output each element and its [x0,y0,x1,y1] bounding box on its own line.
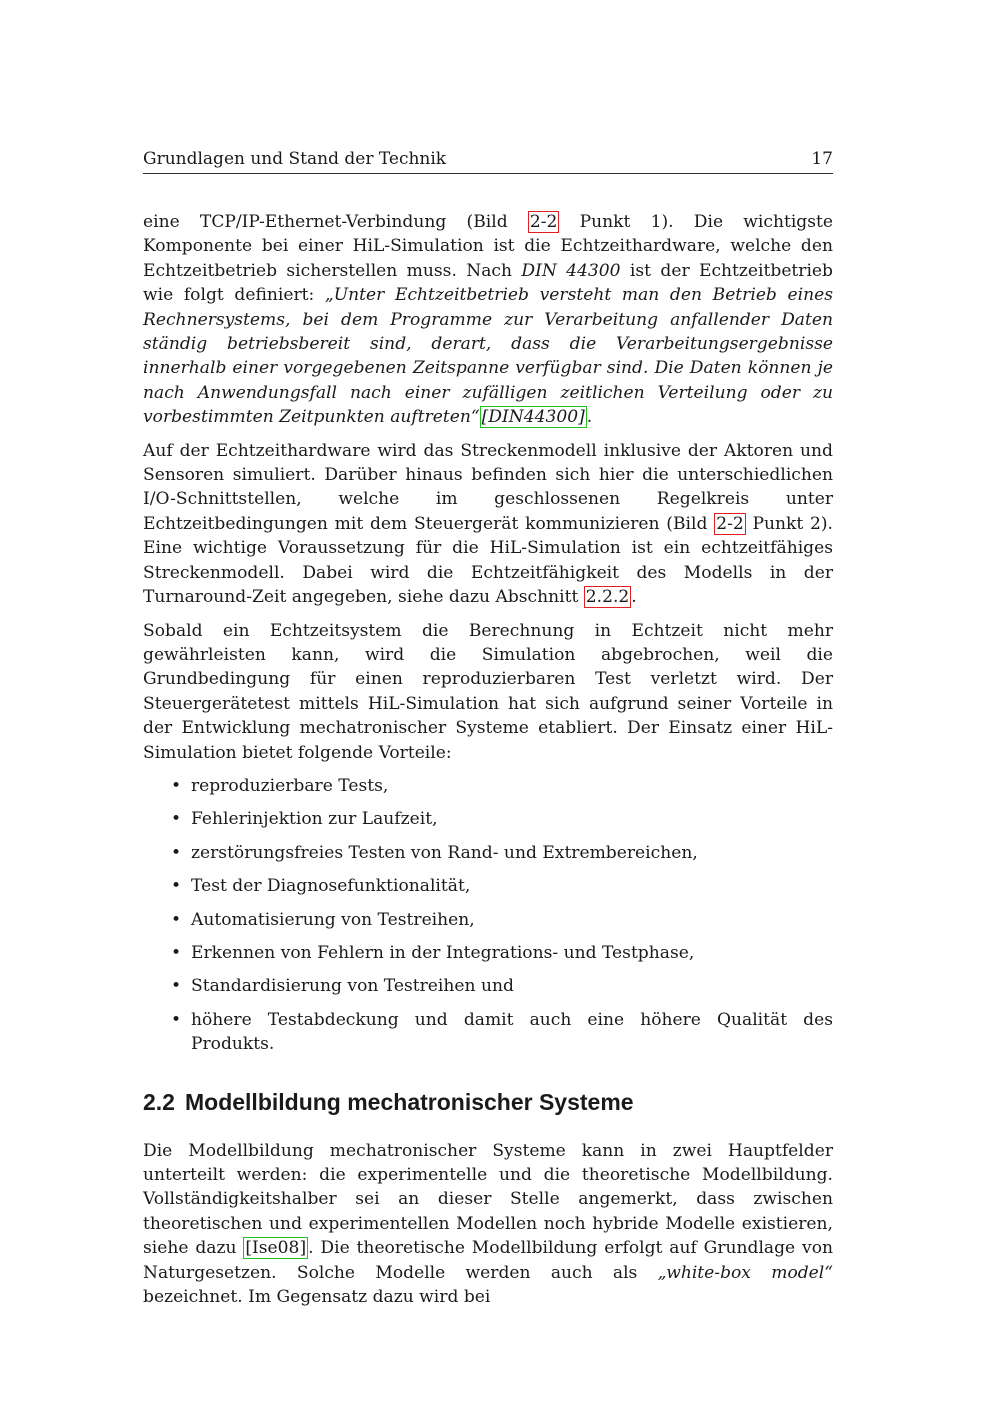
list-item-text: Standardisierung von Testreihen und [191,976,514,997]
paragraph-1-text-a: eine TCP/IP-Ethernet-Verbindung (Bild [143,212,528,232]
list-item [165,941,833,965]
citation-bracket-close: ] [578,407,585,428]
paragraph-4-text-b: . Die theoretische Modellbildung erfolgt auf Grundlage von Naturgesetzen. Solche Modelle werden auch als [143,1238,833,1283]
paragraph-3: Sobald ein Echtzeitsystem die Berechnung in Echtzeit nicht mehr gewährleisten kann, wird die Simulation abgebrochen, weil die Grundbedingung für einen reproduzierbaren Test verletzt wird. Der Steuergerätetest mittels HiL-Simulation hat sich aufgrund seiner Vorteile in der Entwicklung mechatronischer Systeme etabliert. Der Einsatz einer HiL-Simulation bietet folgende Vorteile: [143,620,833,763]
document-page [143,148,833,1318]
list-item [165,807,833,831]
paragraph-2-text-c: . [631,587,637,608]
list-item-text: reproduzierbare Tests, [191,775,389,796]
citation-key-ise08: Ise08 [252,1238,300,1259]
list-item-text: Test der Diagnosefunktionalität, [191,876,471,897]
bullet-icon: • [171,976,182,997]
list-item [165,1008,833,1057]
citation-link-din44300[interactable] [480,406,587,428]
bullet-icon: • [171,842,182,863]
list-item [165,841,833,865]
section-link-2-2-2[interactable]: 2.2.2 [585,587,630,608]
citation-key: DIN44300 [488,407,579,428]
white-box-model-term: „white-box model“ [657,1262,834,1283]
body-text [143,210,833,1309]
paragraph-2-text-a: Auf der Echtzeithardware wird das Streckenmodell inklusive der Aktoren und Sensoren simuliert. Darüber hinaus befinden sich hier die unterschiedlichen I/O-Schnittstellen, welche im geschlossenen Regelkreis unter Echtzeitbedingungen mit dem Steuergerät kommunizieren (Bild [143,440,833,534]
running-header [143,148,833,174]
paragraph-4-text-c: bezeichnet. Im Gegensatz dazu wird bei [143,1287,491,1308]
advantages-list [165,774,833,1057]
bullet-icon: • [171,1009,182,1030]
list-item-text: Erkennen von Fehlern in der Integrations- und Testphase, [191,942,695,963]
paragraph-4 [143,1139,833,1310]
bullet-icon: • [171,876,182,897]
bullet-icon: • [171,942,182,963]
list-item-text: Automatisierung von Testreihen, [191,909,475,930]
paragraph-1-text-c: ist der Echtzeitbetrieb wie folgt definiert: [143,260,833,306]
section-number: 2.2 [143,1088,175,1115]
list-item [165,774,833,798]
header-title: Grundlagen und Stand der Technik [143,149,447,169]
citation-bracket-open: [ [481,407,489,428]
bullet-icon: • [171,775,182,796]
paragraph-2 [143,439,833,610]
din-quote: „Unter Echtzeitbetrieb versteht man den Betrieb eines Rechnersystems, bei dem Programme zur Verarbeitung anfallender Daten ständig betriebsbereit sind, derart, dass die Verarbeitungsergebnisse innerhalb einer vorgegebenen Zeitspanne verfügbar sind. Die Daten können je nach Anwendungsfall nach einer zufälligen zeitlichen Verteilung oder zu vorbestimmten Zeitpunkten auftreten“ [143,285,833,428]
paragraph-2-text-b: Punkt 2). Eine wichtige Voraussetzung für die HiL-Simulation ist ein echtzeitfähiges Streckenmodell. Dabei wird die Echtzeitfähigkeit des Modells in der Turnaround-Zeit angegeben, siehe dazu Abschnitt [143,513,833,608]
paragraph-1 [143,210,833,430]
paragraph-1-text-b: Punkt 1). Die wichtigste Komponente bei einer HiL-Simulation ist die Echtzeithardware, welche den Echtzeitbetrieb sicherstellen muss. Nach [143,212,833,281]
page-number: 17 [811,149,833,169]
list-item [165,874,833,898]
paragraph-1-period: . [586,407,593,428]
section-title: Modellbildung mechatronischer Systeme [184,1088,634,1115]
list-item [165,908,833,932]
figure-link-2-2-second[interactable]: 2-2 [716,513,744,534]
bullet-icon: • [171,809,182,830]
section-heading [143,1087,833,1117]
paragraph-4-text-a: Die Modellbildung mechatronischer Systeme kann in zwei Hauptfelder unterteilt werden: die experimentelle und die theoretische Modellbildung. Vollständigkeitshalber sei an dieser Stelle angemerkt, dass zwischen theoretischen und experimentellen Modellen noch hybride Modelle existieren, siehe dazu [143,1140,833,1259]
citation-link-ise08[interactable]: [Ise08] [245,1238,307,1259]
list-item-text: zerstörungsfreies Testen von Rand- und Extrembereichen, [191,842,698,863]
list-item [165,974,833,998]
din-44300-reference: DIN 44300 [521,260,621,281]
list-item-text: Fehlerinjektion zur Laufzeit, [191,809,438,830]
bullet-icon: • [171,909,182,930]
figure-link-2-2[interactable]: 2-2 [529,212,558,232]
list-item-text: höhere Testabdeckung und damit auch eine höhere Qualität des Produkts. [191,1009,833,1055]
